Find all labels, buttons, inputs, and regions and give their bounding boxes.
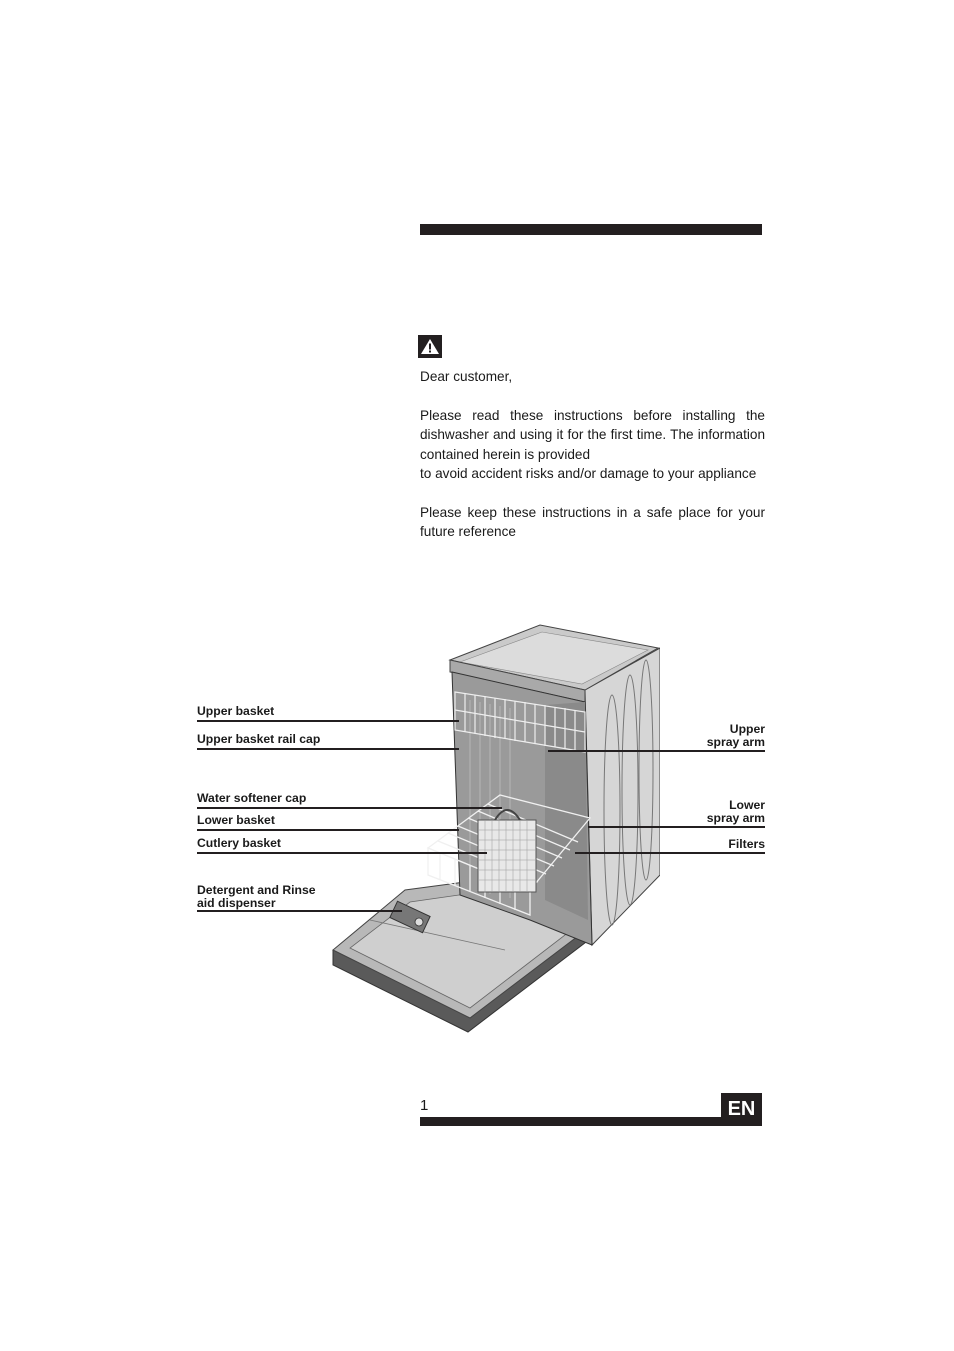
language-badge: EN xyxy=(721,1093,762,1126)
label-detergent-line2: aid dispenser xyxy=(197,896,276,910)
label-upper-basket-rail-cap: Upper basket rail cap xyxy=(197,732,321,746)
greeting: Dear customer, xyxy=(420,369,513,384)
leader-line-cutlery-basket xyxy=(197,852,487,854)
label-water-softener-cap: Water softener cap xyxy=(197,791,307,805)
intro-paragraph: Please read these instructions before installing the dishwasher and using it for the first time. The information contained herein is provided xyxy=(420,407,765,462)
label-lower-basket: Lower basket xyxy=(197,813,275,827)
label-detergent-line1: Detergent and Rinse xyxy=(197,883,316,897)
leader-line-upper-basket xyxy=(197,720,459,722)
intro-text xyxy=(420,367,765,542)
label-cutlery-basket: Cutlery basket xyxy=(197,836,281,850)
label-upper-spray-line2: spray arm xyxy=(706,735,765,749)
leader-line-water-softener-cap xyxy=(197,807,502,809)
header-rule xyxy=(420,224,762,235)
page-number: 1 xyxy=(420,1097,429,1114)
leader-line-upper-basket-rail-cap xyxy=(197,748,459,750)
label-upper-spray-line1: Upper xyxy=(729,722,765,736)
leader-line-detergent-dispenser xyxy=(197,910,402,912)
leader-line-upper-spray-arm xyxy=(548,750,765,752)
label-lower-spray-line1: Lower xyxy=(729,798,765,812)
leader-line-lower-basket xyxy=(197,829,459,831)
keep-instructions-paragraph: Please keep these instructions in a safe place for your future reference xyxy=(420,504,765,539)
leader-line-lower-spray-arm xyxy=(588,826,765,828)
label-upper-basket: Upper basket xyxy=(197,704,275,718)
warning-triangle-icon xyxy=(418,335,442,358)
label-filters: Filters xyxy=(728,837,765,851)
intro-paragraph-continued: to avoid accident risks and/or damage to your appliance xyxy=(420,466,757,481)
label-lower-spray-line2: spray arm xyxy=(706,811,765,825)
footer-rule xyxy=(420,1117,762,1126)
leader-line-filters xyxy=(575,852,765,854)
